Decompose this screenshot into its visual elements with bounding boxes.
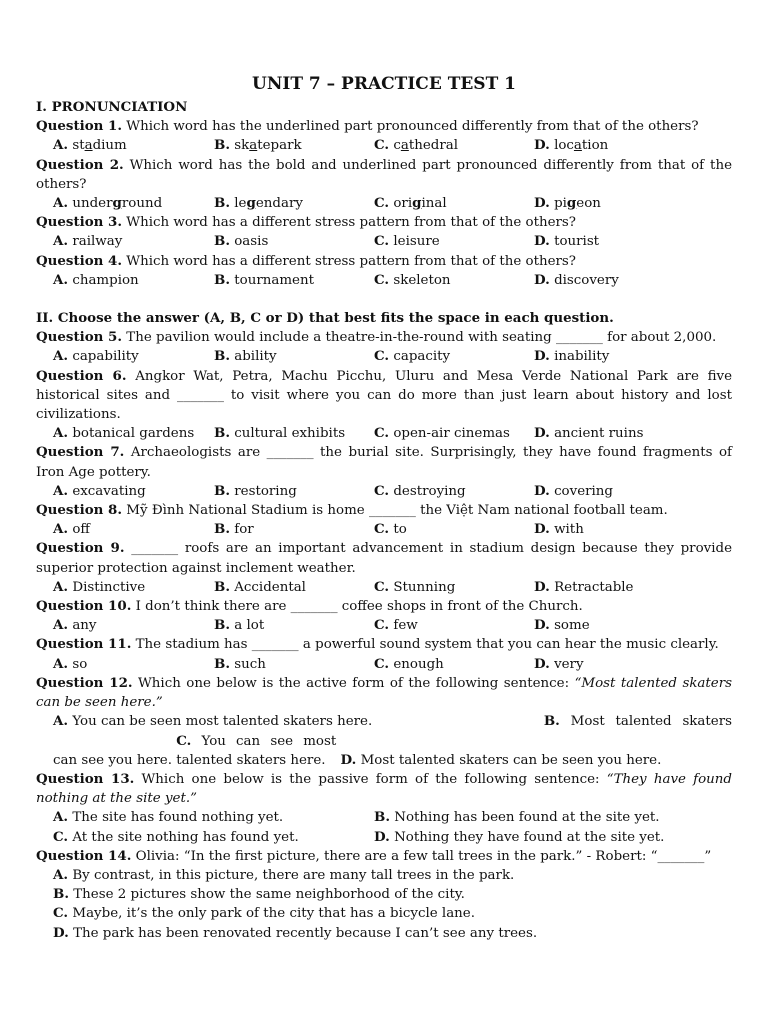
option-c[interactable]: C. original [374, 195, 447, 212]
question-4 [36, 252, 732, 271]
option-d[interactable]: D. discovery [534, 271, 619, 288]
option-a[interactable]: A. any [53, 617, 97, 634]
question-11-options [36, 655, 732, 674]
question-label: Question 8. [36, 502, 123, 519]
question-text: Olivia: “In the first picture, there are a few tall trees in the park.” - Robert: “_______” [131, 848, 712, 864]
option-d[interactable]: D. Nothing they have found at the site yet. [374, 828, 665, 845]
option-c[interactable]: C. to [374, 521, 407, 538]
question-13-options-row2 [36, 828, 732, 847]
question-2-options [36, 194, 732, 213]
question-3-options [36, 232, 732, 251]
option-a[interactable]: A. The site has found nothing yet. [53, 809, 284, 826]
option-b[interactable]: B. skatepark [214, 137, 302, 154]
question-14 [36, 847, 732, 866]
question-8 [36, 501, 732, 520]
question-6-options [36, 424, 732, 443]
question-text: Archaeologists are _______ the burial site. Surprisingly, they have found fragments of Iron Age pottery. [36, 445, 732, 480]
question-13 [36, 770, 732, 808]
question-label: Question 7. [36, 444, 125, 461]
option-c[interactable]: C. few [374, 617, 418, 634]
option-b[interactable]: B. legendary [214, 195, 303, 212]
question-label: Question 6. [36, 367, 127, 384]
option-b[interactable]: B. such [214, 655, 266, 672]
option-d[interactable]: D. inability [534, 348, 610, 365]
option-c[interactable]: C. You can see most talented skaters here. [176, 732, 337, 768]
option-c[interactable]: C. skeleton [374, 271, 451, 288]
option-b[interactable]: B. cultural exhibits [214, 425, 346, 442]
option-a[interactable]: A. By contrast, in this picture, there are many tall trees in the park. [53, 866, 515, 883]
option-a[interactable]: A. botanical gardens [53, 425, 195, 442]
question-5-options [36, 347, 732, 366]
question-label: Question 12. [36, 674, 133, 691]
option-b[interactable]: B. Most talented skaters can see you here. [53, 713, 732, 768]
question-11 [36, 635, 732, 654]
option-a[interactable]: A. You can be seen most talented skaters here. [53, 713, 373, 730]
test-page [36, 72, 732, 943]
question-label: Question 9. [36, 540, 125, 557]
option-b[interactable]: B. Accidental [214, 578, 306, 595]
question-label: Question 5. [36, 329, 123, 346]
question-7 [36, 443, 732, 481]
question-text: Which one below is the passive form of the following sentence: [134, 771, 607, 787]
question-text: Which word has a different stress pattern from that of the others? [122, 253, 576, 269]
option-b[interactable]: B. for [214, 521, 254, 538]
option-b[interactable]: B. ability [214, 348, 277, 365]
option-d[interactable]: D. The park has been renovated recently because I can’t see any trees. [53, 924, 538, 941]
question-label: Question 4. [36, 252, 123, 269]
option-d[interactable]: D. ancient ruins [534, 425, 644, 442]
question-text: The stadium has _______ a powerful sound system that you can hear the music clearly. [131, 637, 719, 653]
option-d[interactable]: D. location [534, 137, 609, 154]
question-4-options [36, 271, 732, 290]
option-d[interactable]: D. some [534, 617, 590, 634]
question-12 [36, 674, 732, 712]
option-b[interactable]: B. oasis [214, 233, 269, 250]
option-d[interactable]: D. tourist [534, 233, 600, 250]
page-title: UNIT 7 – PRACTICE TEST 1 [252, 74, 516, 94]
question-13-options-row1 [36, 808, 732, 827]
option-c[interactable]: C. capacity [374, 348, 451, 365]
question-label: Question 3. [36, 214, 123, 231]
question-text: Mỹ Đình National Stadium is home _______ the Việt Nam national football team. [122, 503, 668, 519]
option-b[interactable]: B. restoring [214, 482, 297, 499]
question-text: Which one below is the active form of the following sentence: [132, 675, 575, 691]
question-10-options [36, 616, 732, 635]
option-b[interactable]: B. a lot [214, 617, 265, 634]
option-c[interactable]: C. enough [374, 655, 444, 672]
question-1 [36, 117, 732, 136]
section-pronunciation-heading: I. PRONUNCIATION [36, 99, 188, 115]
question-10 [36, 597, 732, 616]
option-b[interactable]: B. These 2 pictures show the same neighborhood of the city. [53, 886, 465, 903]
question-6 [36, 367, 732, 425]
question-text: The pavilion would include a theatre-in-the-round with seating _______ for about 2,000. [122, 330, 717, 346]
question-label: Question 14. [36, 847, 132, 864]
option-a[interactable]: A. off [53, 521, 90, 538]
question-text: Which word has the bold and underlined part pronounced differently from that of the others? [36, 157, 732, 192]
option-c[interactable]: C. At the site nothing has found yet. [53, 828, 299, 845]
option-a[interactable]: A. Distinctive [53, 578, 146, 595]
question-text: Angkor Wat, Petra, Machu Picchu, Uluru and Mesa Verde National Park are five historical sites and _______ to visit where you can do more than just learn about history and lost civilizations. [36, 368, 732, 423]
question-2 [36, 156, 732, 194]
option-a[interactable]: A. stadium [53, 137, 127, 154]
question-quote: “Most talented skaters can be seen here.” [36, 675, 732, 711]
option-b[interactable]: B. Nothing has been found at the site yet. [374, 809, 660, 826]
option-d[interactable]: D. very [534, 655, 584, 672]
option-d[interactable]: D. Retractable [534, 578, 634, 595]
question-9 [36, 539, 732, 577]
option-c[interactable]: C. destroying [374, 482, 466, 499]
option-a[interactable]: A. railway [53, 233, 123, 250]
question-quote: “They have found nothing at the site yet.” [36, 771, 732, 807]
question-label: Question 13. [36, 770, 135, 787]
question-9-options [36, 578, 732, 597]
option-c[interactable]: C. leisure [374, 233, 440, 250]
option-a[interactable]: A. excavating [53, 482, 146, 499]
option-c[interactable]: C. Maybe, it’s the only park of the city that has a bicycle lane. [53, 905, 475, 922]
option-d[interactable]: D. Most talented skaters can be seen you here. [340, 751, 662, 768]
option-d[interactable]: D. covering [534, 482, 613, 499]
question-text: I don’t think there are _______ coffee shops in front of the Church. [131, 599, 583, 615]
question-text: _______ roofs are an important advancement in stadium design because they provide superior protection against inclement weather. [36, 541, 732, 576]
option-c[interactable]: C. cathedral [374, 137, 459, 154]
option-c[interactable]: C. Stunning [374, 578, 456, 595]
question-text: Which word has the underlined part pronounced differently from that of the others? [122, 119, 699, 135]
option-c[interactable]: C. open-air cinemas [374, 425, 510, 442]
question-5 [36, 328, 732, 347]
option-d[interactable]: D. pigeon [534, 195, 601, 212]
question-label: Question 11. [36, 636, 132, 653]
question-text: Which word has a different stress pattern from that of the others? [122, 215, 576, 231]
question-label: Question 2. [36, 156, 124, 173]
question-label: Question 10. [36, 598, 132, 615]
option-a[interactable]: A. underground [53, 195, 163, 212]
question-3 [36, 213, 732, 232]
question-7-options [36, 482, 732, 501]
question-8-options [36, 520, 732, 539]
option-a[interactable]: A. champion [53, 271, 139, 288]
spacer [36, 290, 732, 309]
option-d[interactable]: D. with [534, 521, 584, 538]
question-1-options [36, 136, 732, 155]
question-label: Question 1. [36, 118, 123, 135]
question-12-options [36, 712, 732, 770]
section-choose-heading: II. Choose the answer (A, B, C or D) that best fits the space in each question. [36, 310, 614, 327]
option-b[interactable]: B. tournament [214, 271, 314, 288]
option-a[interactable]: A. so [53, 655, 88, 672]
option-a[interactable]: A. capability [53, 348, 139, 365]
